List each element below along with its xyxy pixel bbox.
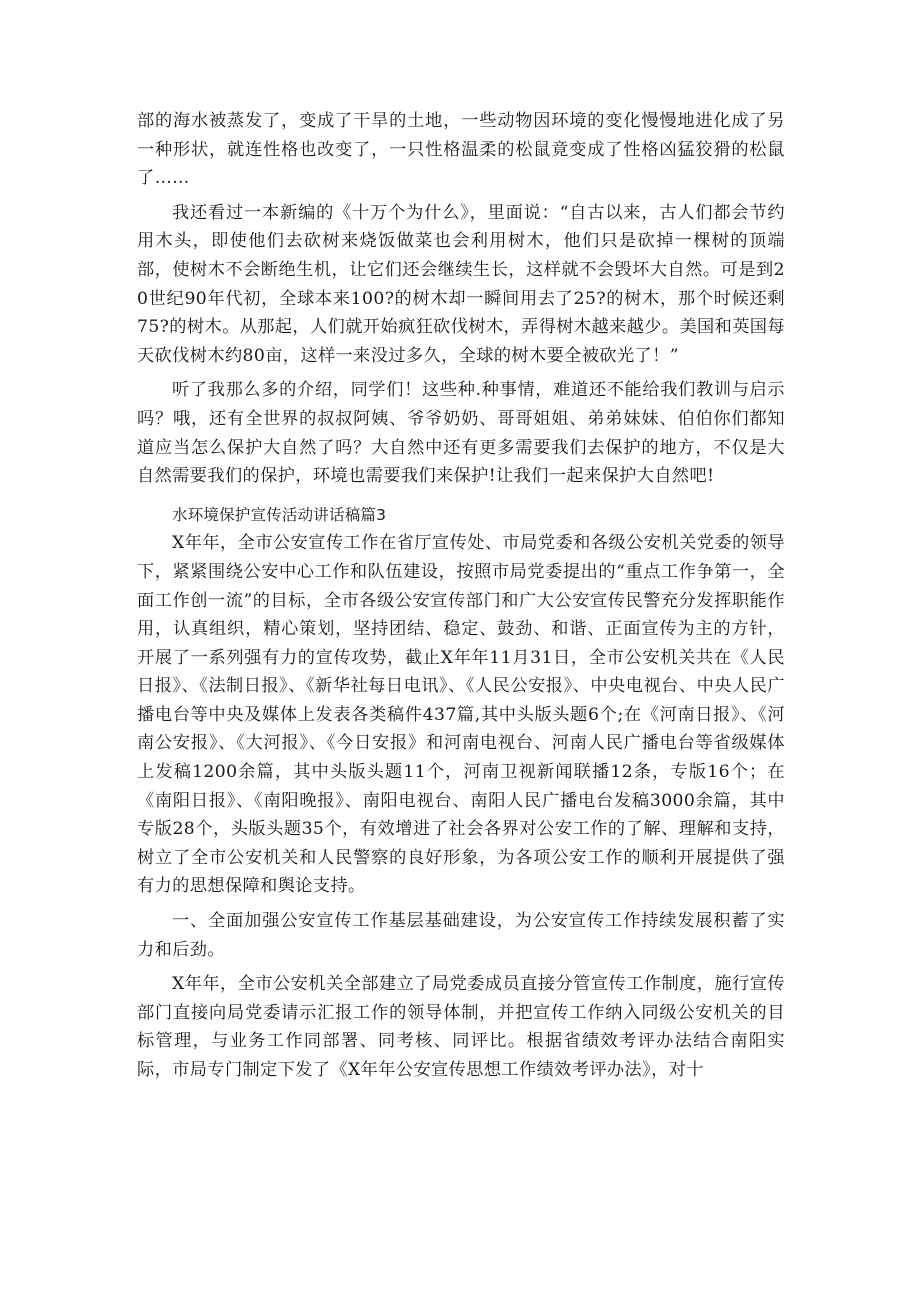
paragraph-summary: X年年，全市公安宣传工作在省厅宣传处、市局党委和各级公安机关党委的领导下，紧紧围绕公安中心工作和队伍建设，按照市局党委提出的“重点工作争第一，全面工作创一流”的目标，全市各级公安宣传部门和广大公安宣传民警充分发挥职能作用，认真组织，精心策划，坚持团结、稳定、鼓劲、和谐、正面宣传为主的方针，开展了一系列强有力的宣传攻势，截止X年年11月31日，全市公安机关共在《人民日报》、《法制日报》、《新华社每日电讯》、《人民公安报》、中央电视台、中央人民广播电台等中央及媒体上发表各类稿件437篇,其中头版头题6个;在《河南日报》、《河南公安报》、《大河报》、《今日安报》和河南电视台、河南人民广播电台等省级媒体上发稿1200余篇，其中头版头题11个，河南卫视新闻联播12条，专版16个；在《南阳日报》、《南阳晚报》、南阳电视台、南阳人民广播电台发稿3000余篇，其中专版28个，头版头题35个，有效增进了社会各界对公安工作的了解、理解和支持，树立了全市公安机关和人民警察的良好形象，为各项公安工作的顺利开展提供了强有力的思想保障和舆论支持。	[137, 533, 785, 897]
paragraph-appeal: 听了我那么多的介绍，同学们！这些种.种事情，难道还不能给我们教训与启示吗？哦，还有全世界的叔叔阿姨、爷爷奶奶、哥哥姐姐、弟弟妹妹、伯伯你们都知道应当怎么保护大自然了吗？大自然中还有更多需要我们去保护的地方，不仅是大自然需要我们的保护，环境也需要我们来保护!让我们一起来保护大自然吧!	[137, 380, 785, 487]
paragraph-encyclopedia-quote: 我还看过一本新编的《十万个为什么》，里面说：“自古以来，古人们都会节约用木头，即使他们去砍树来烧饭做菜也会利用树木，他们只是砍掉一棵树的顶端部，使树木不会断绝生机，让它们还会继续生长，这样就不会毁坏大自然。可是到20世纪90年代初，全球本来100?的树木却一瞬间用去了25?的树木，那个时候还剩75?的树木。从那起，人们就开始疯狂砍伐树木，弄得树木越来越少。美国和英国每天砍伐树木约80亩，这样一来没过多久，全球的树木要全被砍光了！”	[137, 202, 785, 366]
document-page	[137, 107, 785, 1085]
paragraph-system: X年年，全市公安机关全部建立了局党委成员直接分管宣传工作制度，施行宣传部门直接向局党委请示汇报工作的领导体制，并把宣传工作纳入同级公安机关的目标管理，与业务工作同部署、同考核、同评比。根据省绩效考评办法结合南阳实际，市局专门制定下发了《X年年公安宣传思想工作绩效考评办法》，对十	[137, 974, 785, 1080]
paragraph-continuation: 部的海水被蒸发了，变成了干旱的土地，一些动物因环境的变化慢慢地进化成了另一种形状，就连性格也改变了，一只性格温柔的松鼠竟变成了性格凶猛狡猾的松鼠了……	[137, 111, 785, 189]
paragraph-point-one: 一、全面加强公安宣传工作基层基础建设，为公安宣传工作持续发展积蓄了实力和后劲。	[137, 911, 785, 960]
section-heading: 水环境保护宣传活动讲话稿篇3	[172, 505, 387, 524]
